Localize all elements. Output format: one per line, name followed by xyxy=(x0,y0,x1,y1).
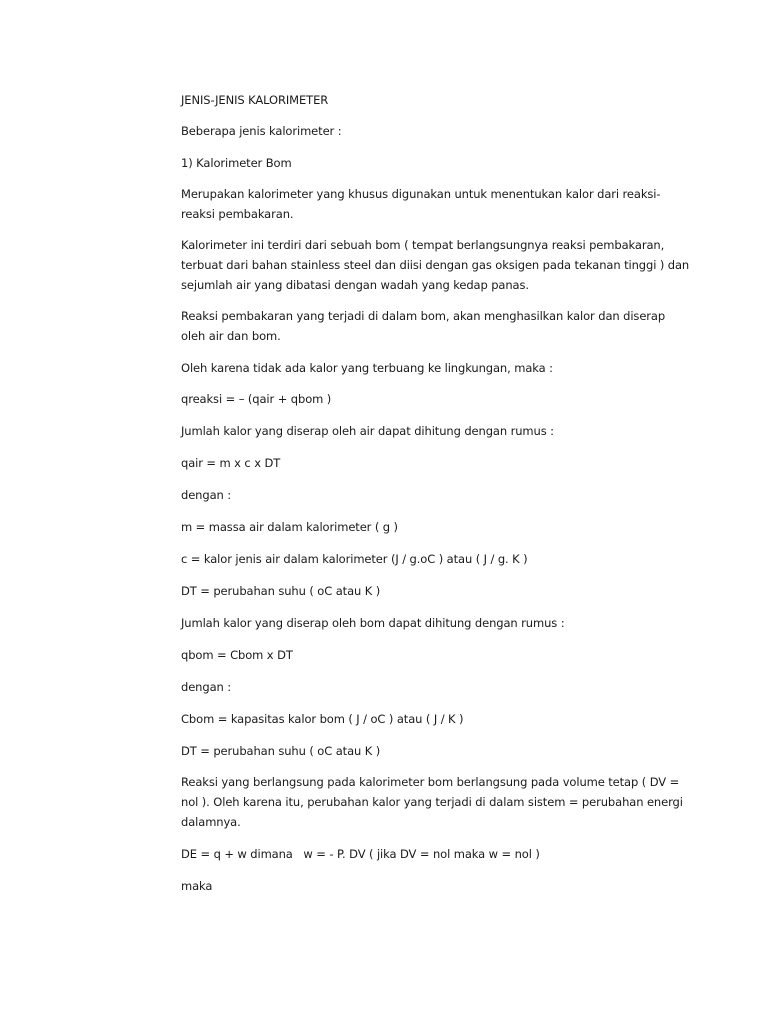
paragraph-line: Merupakan kalorimeter yang khusus digunakan untuk menentukan kalor dari reaksi- xyxy=(181,187,661,201)
formula-line: qair = m x c x DT xyxy=(181,456,281,470)
paragraph-line: dengan : xyxy=(181,488,232,502)
definition-line: Cbom = kapasitas kalor bom ( J / oC ) atau ( J / K ) xyxy=(181,712,464,726)
paragraph-line: reaksi pembakaran. xyxy=(181,207,294,221)
paragraph-line: oleh air dan bom. xyxy=(181,329,281,343)
paragraph-line: Jumlah kalor yang diserap oleh air dapat dihitung dengan rumus : xyxy=(181,424,554,438)
paragraph-line: terbuat dari bahan stainless steel dan diisi dengan gas oksigen pada tekanan tinggi ) dan xyxy=(181,258,690,272)
paragraph-line: dalamnya. xyxy=(181,815,241,829)
formula-line: DE = q + w dimana w = - P. DV ( jika DV = nol maka w = nol ) xyxy=(181,847,540,861)
paragraph-line: Jumlah kalor yang diserap oleh bom dapat dihitung dengan rumus : xyxy=(181,616,565,630)
section-heading: 1) Kalorimeter Bom xyxy=(181,156,292,170)
paragraph-line: dengan : xyxy=(181,680,232,694)
paragraph-line: nol ). Oleh karena itu, perubahan kalor yang terjadi di dalam sistem = perubahan energi xyxy=(181,795,683,809)
definition-line: c = kalor jenis air dalam kalorimeter (J / g.oC ) atau ( J / g. K ) xyxy=(181,552,528,566)
paragraph-line: Oleh karena tidak ada kalor yang terbuang ke lingkungan, maka : xyxy=(181,361,553,375)
definition-line: DT = perubahan suhu ( oC atau K ) xyxy=(181,584,381,598)
paragraph-line: maka xyxy=(181,879,213,893)
paragraph-line: Reaksi yang berlangsung pada kalorimeter bom berlangsung pada volume tetap ( DV = xyxy=(181,775,680,789)
paragraph-line: sejumlah air yang dibatasi dengan wadah yang kedap panas. xyxy=(181,278,529,292)
document-title: JENIS-JENIS KALORIMETER xyxy=(181,93,329,107)
formula-line: qbom = Cbom x DT xyxy=(181,648,293,662)
paragraph-line: Kalorimeter ini terdiri dari sebuah bom ( tempat berlangsungnya reaksi pembakaran, xyxy=(181,238,665,252)
definition-line: DT = perubahan suhu ( oC atau K ) xyxy=(181,744,381,758)
paragraph-line: Reaksi pembakaran yang terjadi di dalam bom, akan menghasilkan kalor dan diserap xyxy=(181,309,666,323)
formula-line: qreaksi = – (qair + qbom ) xyxy=(181,392,332,406)
paragraph-line: Beberapa jenis kalorimeter : xyxy=(181,124,342,138)
definition-line: m = massa air dalam kalorimeter ( g ) xyxy=(181,520,398,534)
